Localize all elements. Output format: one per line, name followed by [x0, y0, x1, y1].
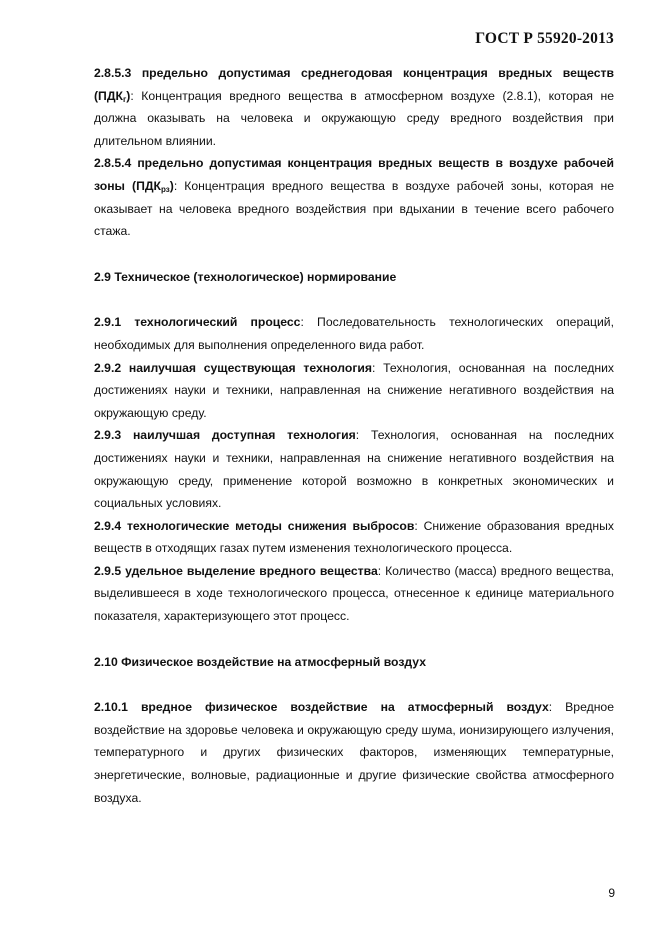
- term-entry: [94, 696, 614, 809]
- term-title: 2.8.5.3 предельно допустимая среднегодовая концентрация вредных веществ $(ПДК_г)$: [94, 66, 614, 104]
- term-number: 2.9.3: [94, 428, 122, 443]
- term-definition: : Снижение образования вредных веществ в отходящих газах путем изменения технологического процесса.: [94, 518, 614, 556]
- term-definition: : Технология, основанная на последних достижениях науки и техники, направленная на снижение негативного воздействия на окружающую среду, применение которой возможно в конкретных экономических и социальных условиях.: [94, 428, 614, 511]
- term-number: 2.8.5.3: [94, 66, 132, 80]
- document-header: ГОСТ Р 55920-2013: [475, 30, 614, 47]
- term-title: 2.9.5 удельное выделение вредного вещества: [94, 563, 378, 578]
- term-entry: [94, 62, 614, 152]
- term-title: 2.9.4 технологические методы снижения выбросов: [94, 518, 415, 533]
- term-entry: [94, 515, 614, 560]
- term-entry: [94, 311, 614, 356]
- section-heading: 2.9 Техническое (технологическое) нормирование: [94, 269, 397, 284]
- term-title: 2.8.5.4 предельно допустимая концентрация вредных веществ в воздухе рабочей зоны $(ПДК_{рз})$: [94, 156, 614, 194]
- term-title: 2.9.3 наилучшая доступная технология: [94, 428, 356, 443]
- term-definition: : Количество (масса) вредного вещества, выделившееся в ходе технологического процесса, отнесенное к единице материального показателя, характеризующего этот процесс.: [94, 563, 614, 624]
- term-number: 2.9.2: [94, 360, 122, 375]
- term-entry: [94, 152, 614, 242]
- term-definition: : Технология, основанная на последних достижениях науки и техники, направленная на снижение негативного воздействия на окружающую среду.: [94, 360, 614, 420]
- term-title: 2.9.1 технологический процесс: [94, 315, 301, 330]
- term-entry: [94, 424, 614, 514]
- term-number: 2.9.1: [94, 315, 122, 330]
- term-number: 2.9.5: [94, 563, 122, 578]
- term-title: 2.9.2 наилучшая существующая технология: [94, 360, 372, 375]
- term-number: 2.10.1: [94, 700, 128, 715]
- document-body: [94, 62, 614, 809]
- term-number: 2.8.5.4: [94, 156, 132, 171]
- term-entry: [94, 357, 614, 425]
- term-definition: : Последовательность технологических операций, необходимых для выполнения определенного вида работ.: [94, 315, 614, 352]
- term-definition: : Концентрация вредного вещества в воздухе рабочей зоны, которая не оказывает на человека вредного воздействия при вдыхании в течение всего рабочего стажа.: [94, 178, 614, 239]
- term-entry: [94, 560, 614, 628]
- term-number: 2.9.4: [94, 518, 122, 533]
- section-heading: 2.10 Физическое воздействие на атмосферный воздух: [94, 654, 426, 669]
- term-title: 2.10.1 вредное физическое воздействие на атмосферный воздух: [94, 700, 549, 715]
- term-definition: : Вредное воздействие на здоровье человека и окружающую среду шума, ионизирующего излучения, температурного и других физических факторов, изменяющих температурные, энергетические, волновые, радиационные и другие физические свойства атмосферного воздуха.: [94, 700, 614, 805]
- term-definition: : Концентрация вредного вещества в атмосферном воздухе (2.8.1), которая не должна оказывать на человека и окружающую среду вредного воздействия при длительном влиянии.: [94, 88, 614, 148]
- page-number: 9: [608, 886, 615, 900]
